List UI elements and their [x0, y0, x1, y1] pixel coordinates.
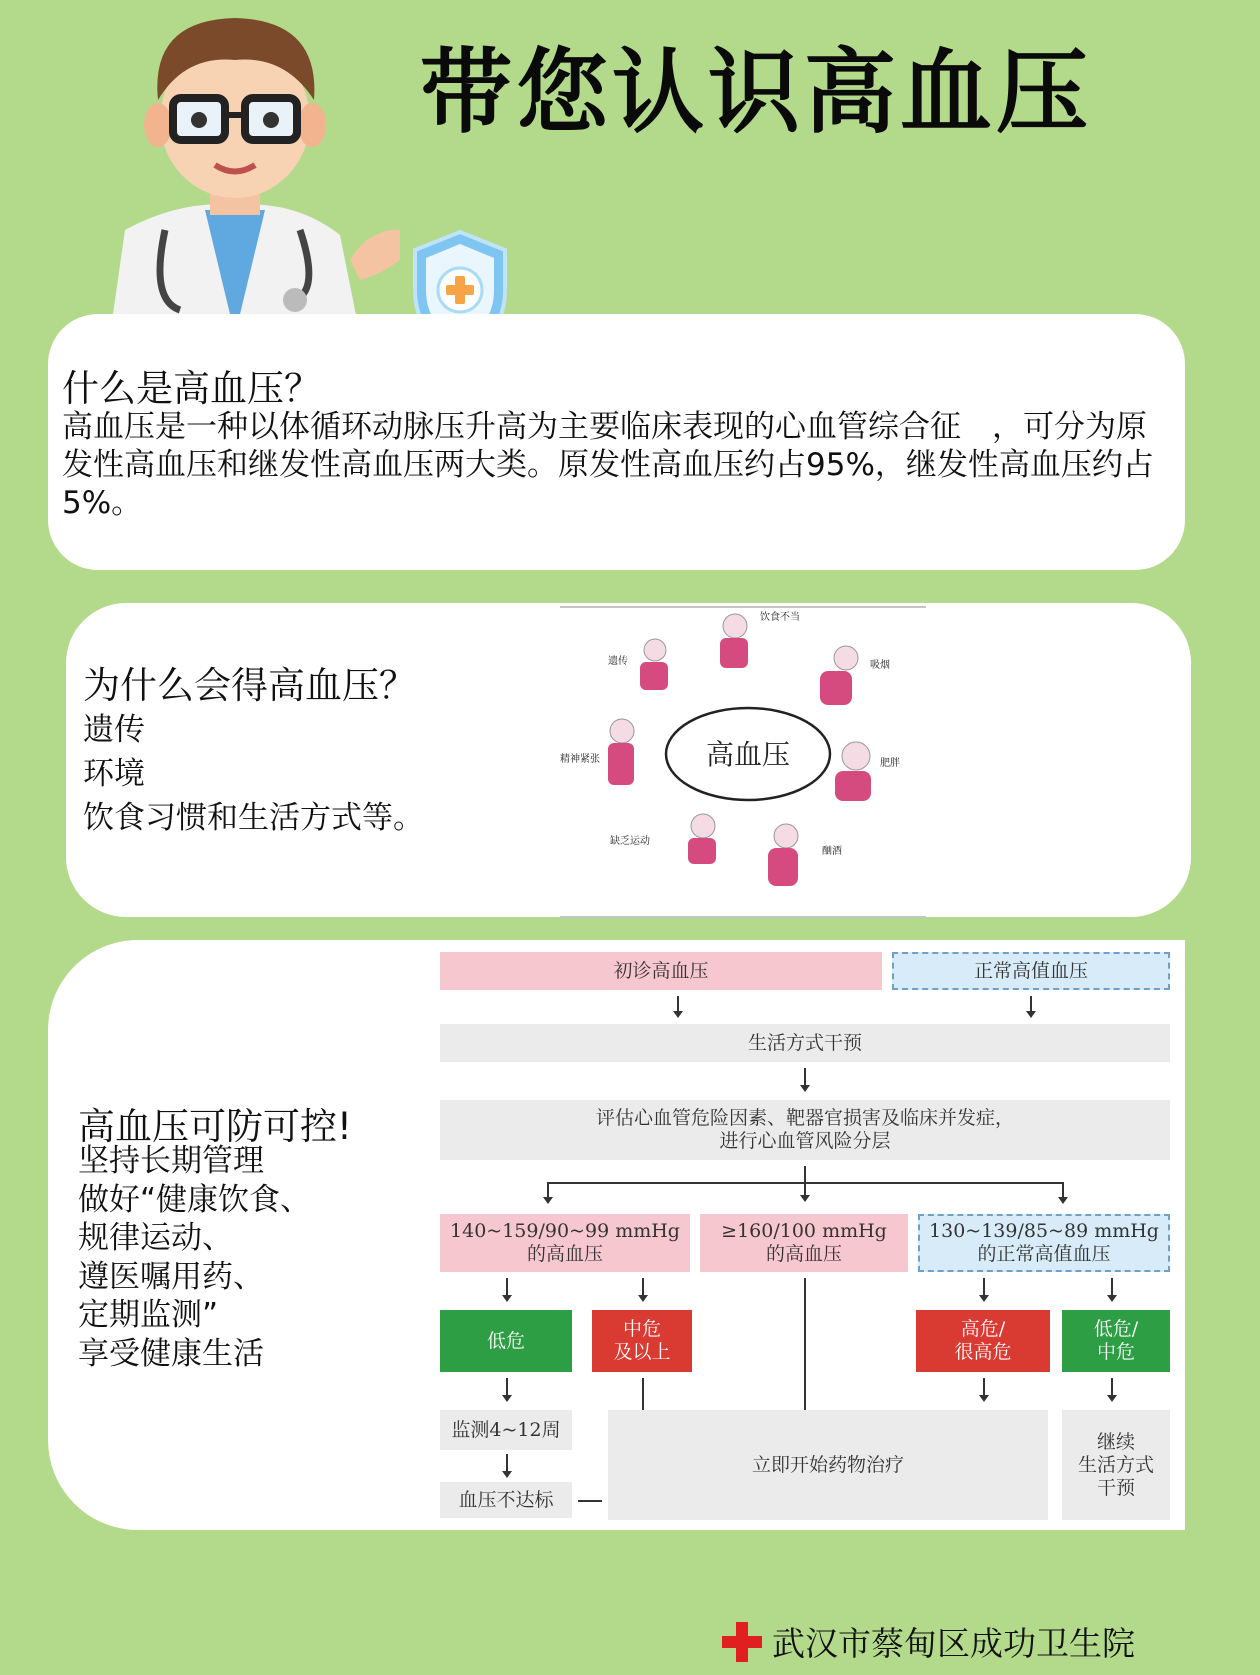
low-risk-box: 低危: [440, 1310, 572, 1372]
lifestyle-box: 生活方式干预: [440, 1024, 1170, 1062]
high-normal-box: 正常高值血压: [892, 952, 1170, 990]
prevention-line: 定期监测”: [78, 1297, 219, 1333]
prevention-line: 享受健康生活: [78, 1335, 264, 1372]
prevention-line: 遵医嘱用药、: [78, 1258, 264, 1295]
doctor-illustration: [70, 0, 400, 335]
mid-risk-box: 中危 及以上: [592, 1310, 692, 1372]
prevention-heading: 高血压可防可控!: [78, 1105, 352, 1148]
continue-box: 继续 生活方式 干预: [1062, 1410, 1170, 1520]
diagram-label: 遗传: [608, 656, 628, 667]
group3-box: 130~139/85~89 mmHg 的正常高值血压: [918, 1214, 1170, 1272]
group2-box: ≥160/100 mmHg 的高血压: [700, 1214, 908, 1272]
causes-diagram: [560, 606, 926, 918]
assess-box: 评估心血管危险因素、靶器官损害及临床并发症， 进行心血管风险分层: [440, 1100, 1170, 1160]
diagram-label: 吸烟: [870, 660, 890, 671]
hospital-name: 武汉市蔡甸区成功卫生院: [772, 1624, 1135, 1663]
cause-item: 饮食习惯和生活方式等。: [83, 800, 424, 836]
diagram-label: 肥胖: [880, 758, 900, 769]
causes-list: [83, 708, 424, 840]
low-mid-risk-box: 低危/ 中危: [1062, 1310, 1170, 1372]
prevention-line: 坚持长期管理: [78, 1143, 264, 1179]
prevention-line: 做好“健康饮食、: [78, 1181, 312, 1218]
what-is-heading: 什么是高血压？: [62, 367, 321, 410]
diagram-label: 精神紧张: [560, 754, 600, 765]
diagram-center-label: 高血压: [705, 738, 791, 771]
not-met-box: 血压不达标: [440, 1482, 572, 1518]
page-title: 带您认识高血压: [420, 39, 1093, 146]
first-diagnosis-box: 初诊高血压: [440, 952, 882, 990]
what-is-text: 高血压是一种以体循环动脉压升高为主要临床表现的心血管综合征 ，可分为原发性高血压和继发性高血压两大类。原发性高血压约占95%，继发性高血压约占5%。: [62, 409, 1154, 521]
causes-heading: 为什么会得高血压？: [83, 664, 416, 707]
diagram-label: 缺乏运动: [610, 836, 650, 847]
treatment-flowchart: [438, 946, 1180, 1526]
prevention-line: 规律运动、: [78, 1220, 233, 1256]
monitor-box: 监测4~12周: [440, 1410, 572, 1450]
start-drug-box: 立即开始药物治疗: [608, 1410, 1048, 1520]
cause-item: 遗传: [83, 712, 145, 748]
diagram-label: 饮食不当: [760, 612, 800, 623]
group1-box: 140~159/90~99 mmHg 的高血压: [440, 1214, 690, 1272]
high-risk-box: 高危/ 很高危: [916, 1310, 1050, 1372]
red-cross-icon: [722, 1622, 762, 1662]
prevention-list: [78, 1142, 311, 1373]
footer: [722, 1618, 1135, 1665]
cause-item: 环境: [83, 756, 145, 792]
diagram-label: 酗酒: [822, 846, 842, 857]
